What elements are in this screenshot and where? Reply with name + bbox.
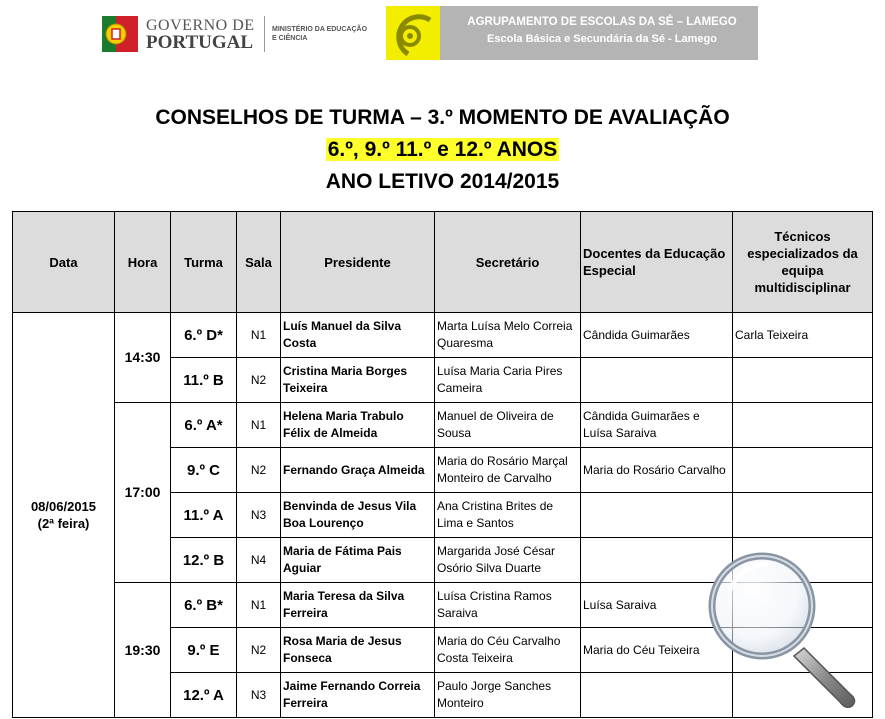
- docentes-cell: [581, 493, 733, 538]
- sala-cell: N4: [237, 538, 281, 583]
- sala-cell: N2: [237, 448, 281, 493]
- school-banner: [386, 6, 758, 60]
- col-header-hora: Hora: [115, 212, 171, 313]
- presidente-cell: Helena Maria Trabulo Félix de Almeida: [281, 403, 435, 448]
- docentes-cell: Cândida Guimarães: [581, 313, 733, 358]
- tecnicos-cell: [733, 448, 873, 493]
- secretario-cell: Ana Cristina Brites de Lima e Santos: [435, 493, 581, 538]
- presidente-cell: Maria de Fátima Pais Aguiar: [281, 538, 435, 583]
- ministry-line2: E CIÊNCIA: [272, 35, 308, 42]
- document-title: CONSELHOS DE TURMA – 3.º MOMENTO DE AVALIAÇÃO: [155, 106, 730, 129]
- document-subtitle: [0, 138, 885, 162]
- presidente-cell: Benvinda de Jesus Vila Boa Lourenço: [281, 493, 435, 538]
- sala-cell: N2: [237, 358, 281, 403]
- sala-cell: N1: [237, 313, 281, 358]
- secretario-cell: Manuel de Oliveira de Sousa: [435, 403, 581, 448]
- sala-cell: N1: [237, 403, 281, 448]
- col-header-data: Data: [13, 212, 115, 313]
- grades-highlight: 6.º, 9.º 11.º e 12.º ANOS: [327, 138, 558, 161]
- turma-cell: 9.º E: [171, 628, 237, 673]
- time-cell: 17:00: [115, 403, 171, 583]
- docentes-cell: Luísa Saraiva: [581, 583, 733, 628]
- turma-cell: 6.º A*: [171, 403, 237, 448]
- turma-cell: 6.º D*: [171, 313, 237, 358]
- secretario-cell: Paulo Jorge Sanches Monteiro: [435, 673, 581, 718]
- presidente-cell: Fernando Graça Almeida: [281, 448, 435, 493]
- secretario-cell: Luísa Cristina Ramos Saraiva: [435, 583, 581, 628]
- gov-name-line2: PORTUGAL: [146, 32, 254, 53]
- gov-name-line1: GOVERNO DE: [146, 17, 255, 34]
- turma-cell: 11.º A: [171, 493, 237, 538]
- sala-cell: N3: [237, 673, 281, 718]
- col-header-docentes: Docentes da Educação Especial: [581, 212, 733, 313]
- col-header-tecnicos: Técnicos especializados da equipa multidisciplinar: [733, 212, 873, 313]
- portugal-emblem-icon: [102, 14, 138, 54]
- date-weekday: (2ª feira): [37, 516, 90, 531]
- col-header-presidente: Presidente: [281, 212, 435, 313]
- docentes-cell: Maria do Céu Teixeira: [581, 628, 733, 673]
- turma-cell: 12.º A: [171, 673, 237, 718]
- tecnicos-cell: [733, 493, 873, 538]
- school-name: Escola Básica e Secundária da Sé - Lamego: [487, 33, 717, 45]
- secretario-cell: Luísa Maria Caria Pires Cameira: [435, 358, 581, 403]
- presidente-cell: Jaime Fernando Correia Ferreira: [281, 673, 435, 718]
- tecnicos-cell: Carla Teixeira: [733, 313, 873, 358]
- docentes-cell: Maria do Rosário Carvalho: [581, 448, 733, 493]
- presidente-cell: Maria Teresa da Silva Ferreira: [281, 583, 435, 628]
- presidente-cell: Cristina Maria Borges Teixeira: [281, 358, 435, 403]
- header-divider: [264, 16, 265, 52]
- col-header-sala: Sala: [237, 212, 281, 313]
- col-header-secretario: Secretário: [435, 212, 581, 313]
- school-logo: [386, 6, 440, 60]
- presidente-cell: Rosa Maria de Jesus Fonseca: [281, 628, 435, 673]
- secretario-cell: Maria do Céu Carvalho Costa Teixeira: [435, 628, 581, 673]
- docentes-cell: Cândida Guimarães e Luísa Saraiva: [581, 403, 733, 448]
- ministry-line1: MINISTÉRIO DA EDUCAÇÃO: [272, 26, 368, 33]
- turma-cell: 9.º C: [171, 448, 237, 493]
- docentes-cell: [581, 358, 733, 403]
- date-cell: [13, 313, 115, 718]
- tecnicos-cell: [733, 358, 873, 403]
- sala-cell: N3: [237, 493, 281, 538]
- table-header-row: [13, 212, 873, 313]
- school-logo-icon: [386, 6, 440, 60]
- turma-cell: 6.º B*: [171, 583, 237, 628]
- sala-cell: N2: [237, 628, 281, 673]
- magnifier-icon[interactable]: [700, 548, 870, 708]
- table-row: [13, 403, 873, 448]
- presidente-cell: Luís Manuel da Silva Costa: [281, 313, 435, 358]
- school-year: ANO LETIVO 2014/2015: [325, 170, 560, 193]
- ministry-label: [272, 25, 367, 43]
- secretario-cell: Margarida José César Osório Silva Duarte: [435, 538, 581, 583]
- turma-cell: 12.º B: [171, 538, 237, 583]
- government-logo: [102, 8, 382, 58]
- secretario-cell: Maria do Rosário Marçal Monteiro de Carvalho: [435, 448, 581, 493]
- sala-cell: N1: [237, 583, 281, 628]
- tecnicos-cell: [733, 403, 873, 448]
- date-value: 08/06/2015: [30, 499, 97, 514]
- school-group-name: AGRUPAMENTO DE ESCOLAS DA SÉ – LAMEGO: [467, 16, 737, 28]
- turma-cell: 11.º B: [171, 358, 237, 403]
- col-header-turma: Turma: [171, 212, 237, 313]
- table-row: [13, 313, 873, 358]
- secretario-cell: Marta Luísa Melo Correia Quaresma: [435, 313, 581, 358]
- time-cell: 19:30: [115, 583, 171, 718]
- time-cell: 14:30: [115, 313, 171, 403]
